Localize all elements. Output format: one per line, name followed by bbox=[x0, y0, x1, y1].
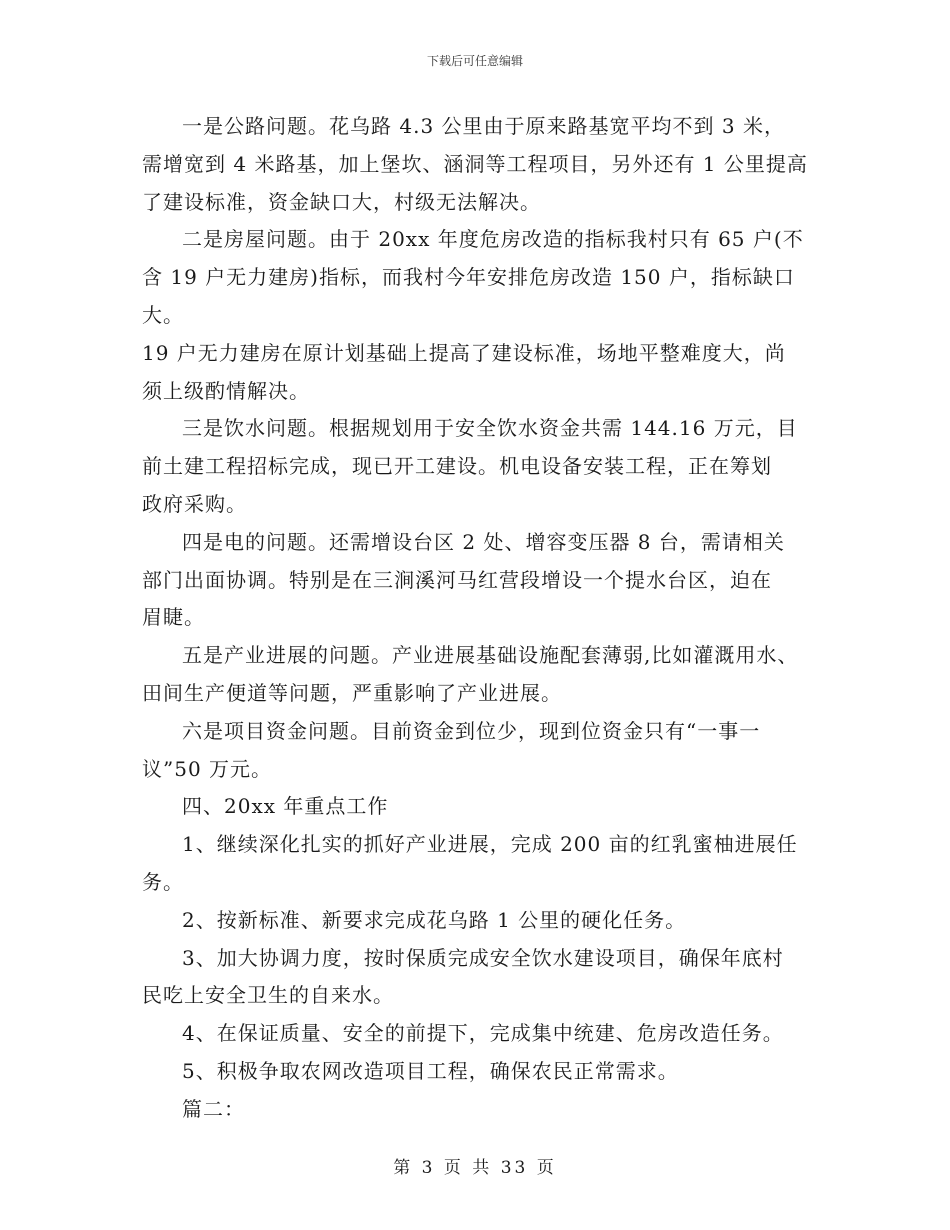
part-two-heading bbox=[142, 1091, 812, 1129]
text-line: 五是产业进展的问题。产业进展基础设施配套薄弱,比如灌溉用水、 bbox=[182, 643, 799, 668]
text-line: 须上级酌情解决。 bbox=[142, 378, 310, 403]
text-line: 19 户无力建房在原计划基础上提高了建设标准，场地平整难度大，尚 bbox=[142, 340, 786, 365]
list-item bbox=[142, 1015, 812, 1053]
text-line: 4、在保证质量、安全的前提下，完成集中统建、危房改造任务。 bbox=[182, 1021, 784, 1046]
text-line: 务。 bbox=[142, 869, 184, 894]
text-line: 四是电的问题。还需增设台区 2 处、增容变压器 8 台，需请相关 bbox=[182, 529, 785, 554]
text-line: 六是项目资金问题。目前资金到位少，现到位资金只有“一事一 bbox=[182, 718, 761, 743]
text-line: 眉睫。 bbox=[142, 605, 205, 630]
text-line: 前土建工程招标完成，现已开工建设。机电设备安装工程，正在筹划 bbox=[142, 454, 772, 479]
text-line: 需增宽到 4 米路基，加上堡坎、涵洞等工程项目，另外还有 1 公里提高 bbox=[142, 151, 808, 176]
page-number-footer: 第 3 页 共 33 页 bbox=[393, 1158, 557, 1178]
text-line: 二是房屋问题。由于 20xx 年度危房改造的指标我村只有 65 户(不 bbox=[182, 227, 804, 252]
paragraph-industry-issue bbox=[142, 637, 812, 713]
paragraph-road-issue bbox=[142, 108, 812, 221]
text-line: 5、积极争取农网改造项目工程，确保农民正常需求。 bbox=[182, 1058, 679, 1083]
text-line: 议”50 万元。 bbox=[142, 756, 273, 781]
text-line: 田间生产便道等问题，严重影响了产业进展。 bbox=[142, 680, 562, 705]
list-item bbox=[142, 826, 812, 902]
list-item bbox=[142, 1053, 812, 1091]
text-line: 了建设标准，资金缺口大，村级无法解决。 bbox=[142, 189, 541, 214]
text-line: 含 19 户无力建房)指标，而我村今年安排危房改造 150 户，指标缺口大。 bbox=[142, 265, 795, 327]
text-line: 民吃上安全卫生的自来水。 bbox=[142, 983, 394, 1008]
paragraph-water-issue bbox=[142, 410, 812, 523]
text-line: 政府采购。 bbox=[142, 491, 247, 516]
paragraph-power-issue bbox=[142, 524, 812, 637]
text-line: 2、按新标准、新要求完成花乌路 1 公里的硬化任务。 bbox=[182, 907, 687, 932]
text-line: 三是饮水问题。根据规划用于安全饮水资金共需 144.16 万元，目 bbox=[182, 416, 798, 441]
page-header: 下载后可任意编辑 bbox=[426, 54, 523, 68]
text-line: 篇二： bbox=[182, 1096, 245, 1121]
text-line: 一是公路问题。花乌路 4.3 公里由于原来路基宽平均不到 3 米， bbox=[182, 114, 785, 138]
text-line: 3、加大协调力度，按时保质完成安全饮水建设项目，确保年底村 bbox=[182, 945, 784, 970]
text-line: 部门出面协调。特别是在三涧溪河马红营段增设一个提水台区，迫在 bbox=[142, 567, 772, 592]
paragraph-housing-issue bbox=[142, 221, 812, 410]
list-item bbox=[142, 902, 812, 940]
text-line: 四、20xx 年重点工作 bbox=[182, 794, 389, 819]
paragraph-funding-issue bbox=[142, 713, 812, 789]
document-body bbox=[142, 108, 812, 1129]
list-item bbox=[142, 940, 812, 1016]
section-heading bbox=[142, 788, 812, 826]
text-line: 1、继续深化扎实的抓好产业进展，完成 200 亩的红乳蜜柚进展任 bbox=[182, 832, 798, 857]
